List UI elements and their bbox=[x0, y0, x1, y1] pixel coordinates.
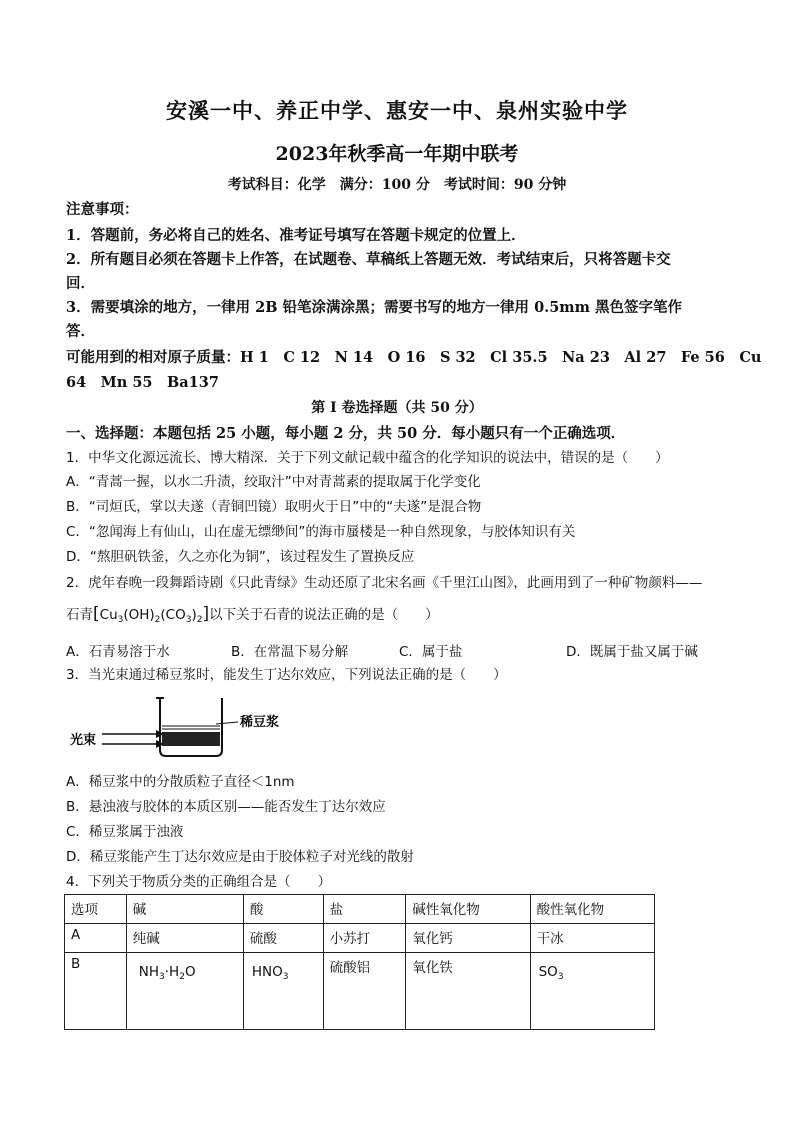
q2-suffix: 以下关于石青的说法正确的是（ ） bbox=[209, 607, 439, 623]
table-cell: 干冰 bbox=[530, 924, 654, 953]
table-cell: A bbox=[65, 924, 127, 953]
formula-bracket-close: ] bbox=[202, 604, 210, 624]
table-cell: B bbox=[65, 953, 127, 1030]
exam-info: 考试科目：化学 满分：100 分 考试时间：90 分钟 bbox=[227, 177, 567, 193]
formula-oh: (OH) bbox=[123, 607, 155, 623]
formula-close: ) bbox=[191, 607, 197, 623]
q3-stem: 3．当光束通过稀豆浆时，能发生丁达尔效应，下列说法正确的是（ ） bbox=[66, 667, 507, 683]
note-item-2: 2．所有题目必须在答题卡上作答，在试题卷、草稿纸上答题无效．考试结束后，只将答题卡交 bbox=[66, 251, 671, 268]
table-cell: 纯碱 bbox=[126, 924, 243, 953]
q1-option-b: B．“司烜氏，掌以夫遂（青铜凹镜）取明火于日”中的“夫遂”是混合物 bbox=[66, 499, 482, 515]
soy-milk-liquid bbox=[162, 732, 220, 746]
tyndall-beaker-figure bbox=[66, 690, 306, 765]
formula-sub: 2 bbox=[154, 615, 161, 625]
table-cell: 硫酸铝 bbox=[323, 953, 406, 1030]
table-cell: 小苏打 bbox=[323, 924, 406, 953]
q2-stem: 2．虎年春晚一段舞蹈诗剧《只此青绿》生动还原了北宋名画《千里江山图》，此画用到了一种矿物颜料—— bbox=[66, 575, 703, 591]
formula-sub: 2 bbox=[179, 972, 185, 982]
q2-option-b: B．在常温下易分解 bbox=[231, 644, 349, 660]
formula-bracket-open: [ bbox=[93, 604, 100, 624]
table-cell bbox=[530, 953, 654, 1030]
table-cell: 硫酸 bbox=[243, 924, 323, 953]
formula-part: O bbox=[184, 964, 196, 980]
q2-prefix: 石青 bbox=[66, 607, 93, 623]
q2-stem-formula bbox=[66, 604, 730, 630]
q2-option-a: A．石青易溶于水 bbox=[66, 644, 170, 660]
note-item-3-cont: 答． bbox=[66, 323, 95, 340]
table-row bbox=[65, 953, 655, 1030]
table-header-cell: 盐 bbox=[323, 895, 406, 924]
classification-table bbox=[64, 894, 655, 1030]
q2-option-c: C．属于盐 bbox=[399, 644, 463, 660]
table-header-cell: 酸 bbox=[243, 895, 323, 924]
formula-sub: 3 bbox=[159, 972, 165, 982]
q4-stem: 4．下列关于物质分类的正确组合是（ ） bbox=[66, 874, 332, 890]
formula-part: NH bbox=[138, 964, 160, 980]
formula-co3: (CO bbox=[160, 607, 186, 623]
atomic-masses-cont: 64 Mn 55 Ba137 bbox=[66, 374, 219, 391]
formula-sub: 3 bbox=[557, 972, 564, 982]
table-cell: 氧化铁 bbox=[406, 953, 530, 1030]
label-light-beam: 光束 bbox=[70, 733, 97, 748]
formula-sub: 3 bbox=[282, 972, 289, 982]
table-cell: 氧化钙 bbox=[406, 924, 530, 953]
q1-option-c: C．“忽闻海上有仙山，山在虚无缥缈间”的海市蜃楼是一种自然现象，与胶体知识有关 bbox=[66, 524, 576, 540]
formula-sub: 3 bbox=[185, 615, 192, 625]
q3-option-b: B．悬浊液与胶体的本质区别——能否发生丁达尔效应 bbox=[66, 799, 386, 815]
school-names: 安溪一中、养正中学、惠安一中、泉州实验中学 bbox=[166, 98, 628, 123]
formula-cu: Cu bbox=[99, 607, 118, 623]
table-cell bbox=[243, 953, 323, 1030]
exam-title: 2023年秋季高一年期中联考 bbox=[275, 143, 519, 165]
section-instruction: 一、选择题：本题包括 25 小题，每小题 2 分，共 50 分．每小题只有一个正确选项． bbox=[66, 425, 626, 442]
note-item-3: 3．需要填涂的地方，一律用 2B 铅笔涂满涂黑；需要书写的地方一律用 0.5mm 黑色签字笔作 bbox=[66, 299, 683, 316]
table-cell bbox=[126, 953, 243, 1030]
formula-sub: 3 bbox=[117, 615, 124, 625]
beaker bbox=[160, 698, 222, 756]
table-header-cell: 碱 bbox=[126, 895, 243, 924]
formula-sub: 2 bbox=[196, 615, 203, 625]
formula-part: SO bbox=[538, 964, 558, 980]
atomic-masses: 可能用到的相对原子质量：H 1 C 12 N 14 O 16 S 32 Cl 35.5 Na 23 Al 27 Fe 56 Cu bbox=[66, 349, 762, 366]
q1-option-a: A．“青蒿一握，以水二升渍，绞取汁”中对青蒿素的提取属于化学变化 bbox=[66, 474, 481, 490]
q3-option-a: A．稀豆浆中的分散质粒子直径＜1nm bbox=[66, 774, 295, 790]
q1-option-d: D．“熬胆矾铁釜，久之亦化为铜”，该过程发生了置换反应 bbox=[66, 549, 415, 565]
note-item-1: 1．答题前，务必将自己的姓名、准考证号填写在答题卡规定的位置上． bbox=[66, 227, 526, 244]
table-row bbox=[65, 924, 655, 953]
note-item-2-cont: 回． bbox=[66, 275, 95, 292]
table-header-cell: 选项 bbox=[65, 895, 127, 924]
formula-part: ·H bbox=[164, 964, 180, 980]
table-header-cell: 酸性氧化物 bbox=[530, 895, 654, 924]
label-soy-milk: 稀豆浆 bbox=[240, 715, 280, 730]
q1-stem: 1．中华文化源远流长、博大精深．关于下列文献记载中蕴含的化学知识的说法中，错误的是（ ） bbox=[66, 450, 669, 466]
formula-part: HNO bbox=[251, 964, 283, 980]
q3-option-c: C．稀豆浆属于浊液 bbox=[66, 824, 184, 840]
q2-option-d: D．既属于盐又属于碱 bbox=[566, 644, 698, 660]
notes-heading: 注意事项： bbox=[66, 201, 139, 218]
table-header-row bbox=[65, 895, 655, 924]
table-header-cell: 碱性氧化物 bbox=[406, 895, 530, 924]
q3-option-d: D．稀豆浆能产生丁达尔效应是由于胶体粒子对光线的散射 bbox=[66, 849, 414, 865]
section-title: 第 I 卷选择题（共 50 分） bbox=[311, 400, 483, 416]
